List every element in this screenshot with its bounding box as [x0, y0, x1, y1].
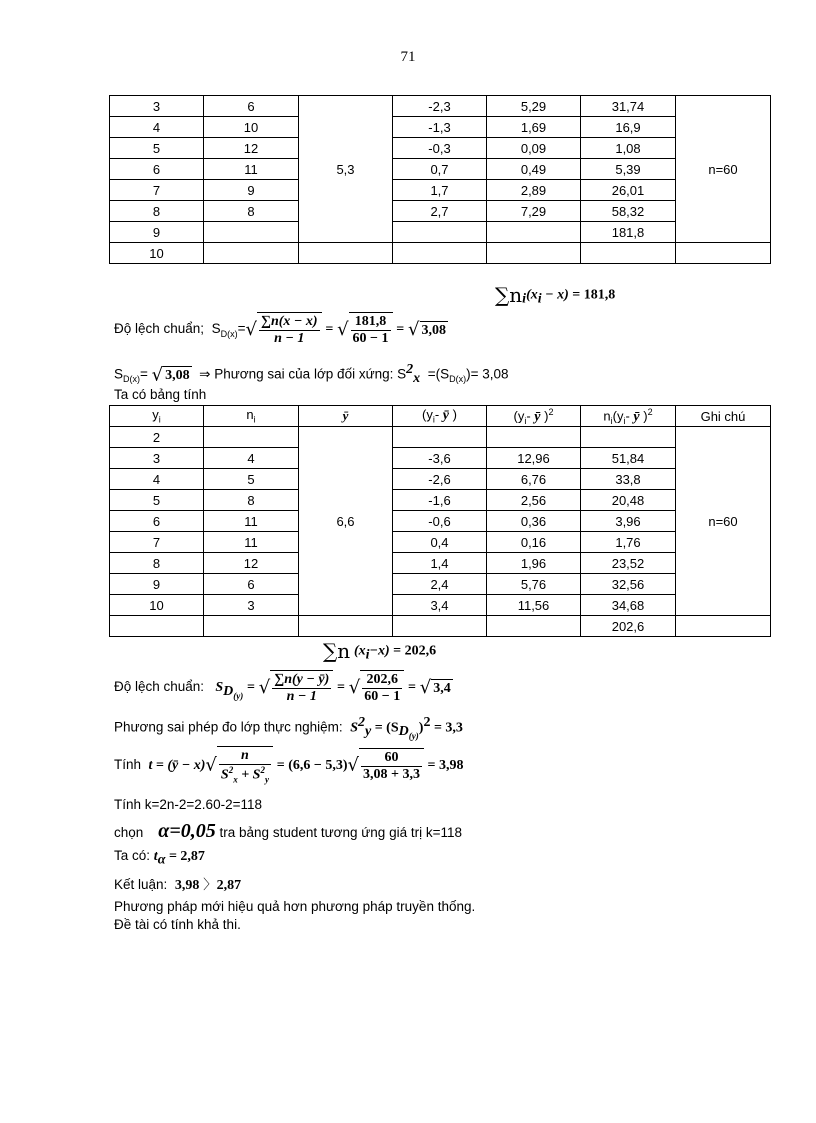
- cell-n: [204, 427, 299, 448]
- cell-deviation-sq: 0,16: [487, 532, 581, 553]
- cell-deviation: 1,4: [393, 553, 487, 574]
- table-row: [110, 159, 771, 180]
- cell-n: 8: [204, 490, 299, 511]
- cell-deviation-sq: 5,29: [487, 96, 581, 117]
- cell-deviation: 2,7: [393, 201, 487, 222]
- alpha-line: chọn α=0,05 tra bảng student tương ứng giá trị k=118: [114, 820, 462, 842]
- table-row: [110, 490, 771, 511]
- cell-n: 4: [204, 448, 299, 469]
- cell-weighted: 1,08: [581, 138, 676, 159]
- cell-deviation: [393, 616, 487, 637]
- cell-weighted: 31,74: [581, 96, 676, 117]
- cell-deviation: [393, 222, 487, 243]
- table-row: [110, 201, 771, 222]
- cell-empty: [676, 243, 771, 264]
- k-calculation: Tính k=2n-2=2.60-2=118: [114, 797, 262, 812]
- cell-y: 10: [110, 595, 204, 616]
- cell-weighted: [581, 427, 676, 448]
- cell-deviation: -1,3: [393, 117, 487, 138]
- cell-note: n=60: [676, 96, 771, 243]
- cell-n: 11: [204, 511, 299, 532]
- cell-n: 12: [204, 138, 299, 159]
- cell-n: 11: [204, 159, 299, 180]
- table-row: [110, 96, 771, 117]
- cell-y: 9: [110, 574, 204, 595]
- header-y: $y_i$: [110, 406, 204, 427]
- header-deviation-sq: ($y_i-$ ȳ )$^2$: [487, 406, 581, 427]
- cell-deviation-sq: 12,96: [487, 448, 581, 469]
- critical-value: Ta có: $t_\alpha = 2,87$: [114, 848, 205, 868]
- cell-deviation-sq: 7,29: [487, 201, 581, 222]
- cell-mean: 5,3: [299, 96, 393, 243]
- cell-y: 5: [110, 490, 204, 511]
- table-row: [110, 469, 771, 490]
- cell-y: 8: [110, 553, 204, 574]
- cell-deviation-sq: 0,49: [487, 159, 581, 180]
- cell-weighted: 23,52: [581, 553, 676, 574]
- table-row: [110, 511, 771, 532]
- cell-x: 7: [110, 180, 204, 201]
- header-mean: ȳ: [299, 406, 393, 427]
- cell-n: 12: [204, 553, 299, 574]
- cell-weighted: 58,32: [581, 201, 676, 222]
- cell-weighted: [581, 243, 676, 264]
- table-row: [110, 117, 771, 138]
- cell-deviation: [393, 427, 487, 448]
- cell-deviation-sq: 1,96: [487, 553, 581, 574]
- cell-empty: [299, 616, 393, 637]
- cell-deviation-sq: 0,09: [487, 138, 581, 159]
- cell-y: 4: [110, 469, 204, 490]
- cell-weighted: 33,8: [581, 469, 676, 490]
- table-row: [110, 138, 771, 159]
- table-row: [110, 180, 771, 201]
- cell-n: 10: [204, 117, 299, 138]
- table-row: [110, 448, 771, 469]
- cell-deviation-sq: [487, 243, 581, 264]
- cell-n: 3: [204, 595, 299, 616]
- cell-deviation: 1,7: [393, 180, 487, 201]
- header-note: Ghi chú: [676, 406, 771, 427]
- cell-deviation: -2,6: [393, 469, 487, 490]
- cell-n: 6: [204, 574, 299, 595]
- variance-experiment: Phương sai phép đo lớp thực nghiệm: $S^2_y = (S_{D_{(y)}})^2 = 3,3$: [114, 715, 463, 741]
- cell-n: [204, 222, 299, 243]
- cell-y: 7: [110, 532, 204, 553]
- cell-weighted: 20,48: [581, 490, 676, 511]
- sum-formula-1: $\sum n_i(x_i - x) = 181,8$: [495, 283, 616, 307]
- table-row: [110, 553, 771, 574]
- cell-deviation-sq: 11,56: [487, 595, 581, 616]
- cell-weighted: 3,96: [581, 511, 676, 532]
- cell-n: 8: [204, 201, 299, 222]
- cell-empty: [299, 243, 393, 264]
- frequency-table-control: [109, 95, 771, 264]
- table-row: [110, 222, 771, 243]
- cell-deviation: 3,4: [393, 595, 487, 616]
- table-row: [110, 616, 771, 637]
- t-test-formula: Tính t = (ȳ − x)√ $\frac{n}{S^2_x + S^2_y}$ = (6,6 − 5,3)√ $\frac{60}{3,08 + 3,3}$ = 3,98: [114, 748, 464, 785]
- table-row: [110, 532, 771, 553]
- cell-deviation-sq: [487, 616, 581, 637]
- cell-x: 6: [110, 159, 204, 180]
- cell-weighted: 202,6: [581, 616, 676, 637]
- table-row: [110, 574, 771, 595]
- cell-weighted: 16,9: [581, 117, 676, 138]
- cell-n: [204, 616, 299, 637]
- header-deviation: ($y_i-$ ȳ ): [393, 406, 487, 427]
- cell-deviation: -1,6: [393, 490, 487, 511]
- final-statement-1: Phương pháp mới hiệu quả hơn phương pháp truyền thống.: [114, 899, 476, 914]
- std-dev-control: Độ lệch chuẩn; $S_{D(x)}=√$ $\frac{\sum n(x - x)}{n - 1}$ = √ $\frac{181,8}{60 - 1}$ = √ 3,08: [114, 314, 447, 346]
- cell-weighted: 5,39: [581, 159, 676, 180]
- cell-deviation-sq: 1,69: [487, 117, 581, 138]
- std-dev-experiment: Độ lệch chuẩn: $S_{D_{(y)}}$ = √ $\frac{\sum n(y - ȳ)}{n - 1}$ = √ $\frac{202,6}{60 - 1}$ = √ 3,4: [114, 672, 451, 704]
- cell-x: 8: [110, 201, 204, 222]
- header-weighted: $n_i(y_i-$ ȳ )$^2$: [581, 406, 676, 427]
- cell-n: 9: [204, 180, 299, 201]
- cell-weighted: 34,68: [581, 595, 676, 616]
- cell-deviation: -2,3: [393, 96, 487, 117]
- cell-deviation-sq: 6,76: [487, 469, 581, 490]
- final-statement-2: Đề tài có tính khả thi.: [114, 917, 241, 932]
- cell-y: 6: [110, 511, 204, 532]
- page-number: 71: [400, 49, 416, 65]
- cell-deviation-sq: 5,76: [487, 574, 581, 595]
- variance-control: $S_{D(x)}=$ √ 3,08 ⇒ Phương sai của lớp đối xứng: $S^2_x =(S_{D(x)})= 3,08$: [114, 362, 509, 387]
- cell-n: 5: [204, 469, 299, 490]
- cell-x: 3: [110, 96, 204, 117]
- cell-x: 5: [110, 138, 204, 159]
- cell-y: 2: [110, 427, 204, 448]
- cell-deviation-sq: [487, 427, 581, 448]
- cell-x: 9: [110, 222, 204, 243]
- cell-deviation: -0,3: [393, 138, 487, 159]
- cell-n: 6: [204, 96, 299, 117]
- cell-deviation: 0,7: [393, 159, 487, 180]
- cell-empty: [676, 616, 771, 637]
- cell-deviation-sq: [487, 222, 581, 243]
- cell-deviation: [393, 243, 487, 264]
- cell-y: 3: [110, 448, 204, 469]
- cell-deviation: 0,4: [393, 532, 487, 553]
- table-intro: Ta có bảng tính: [114, 387, 207, 402]
- cell-deviation: -0,6: [393, 511, 487, 532]
- cell-deviation-sq: 2,56: [487, 490, 581, 511]
- cell-weighted: 181,8: [581, 222, 676, 243]
- cell-deviation: -3,6: [393, 448, 487, 469]
- cell-weighted: 51,84: [581, 448, 676, 469]
- cell-y: [110, 616, 204, 637]
- cell-n: [204, 243, 299, 264]
- cell-x: 4: [110, 117, 204, 138]
- cell-weighted: 32,56: [581, 574, 676, 595]
- cell-deviation-sq: 2,89: [487, 180, 581, 201]
- cell-deviation: 2,4: [393, 574, 487, 595]
- sum-formula-2: ∑n $(x_i-x) = 202,6$: [323, 639, 437, 663]
- cell-deviation-sq: 0,36: [487, 511, 581, 532]
- conclusion: Kết luận: 3,98 〉2,87: [114, 877, 242, 893]
- cell-weighted: 1,76: [581, 532, 676, 553]
- cell-x: 10: [110, 243, 204, 264]
- header-n: $n_i$: [204, 406, 299, 427]
- cell-weighted: 26,01: [581, 180, 676, 201]
- cell-note: n=60: [676, 427, 771, 616]
- table-header-row: [110, 406, 771, 427]
- table-row: [110, 427, 771, 448]
- table-row: [110, 595, 771, 616]
- cell-mean: 6,6: [299, 427, 393, 616]
- table-row: [110, 243, 771, 264]
- frequency-table-experiment: [109, 405, 771, 637]
- cell-n: 11: [204, 532, 299, 553]
